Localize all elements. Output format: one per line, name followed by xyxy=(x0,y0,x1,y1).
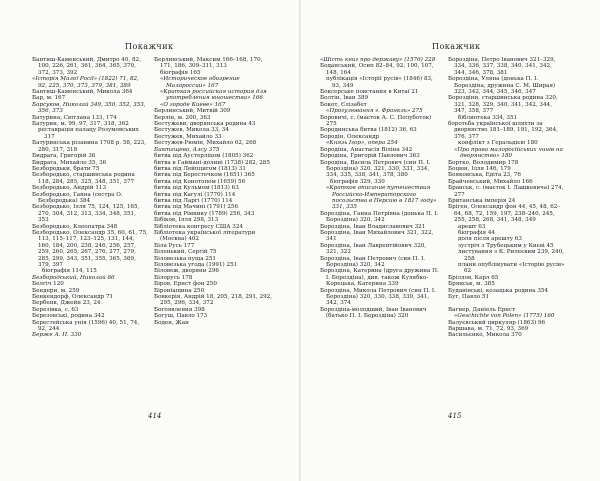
index-entry: Бороздіна, Катерина (друга дружина П. І. Бороздіна), див. також Кулябко-Корецька, Катерина 339 xyxy=(320,268,439,288)
index-entry: Бороздіна, Іван Петрович (син П. І. Бороздіна) 320, 342 xyxy=(320,255,426,268)
index-entry: арешт 63 xyxy=(458,223,486,230)
index-entry: Батуринська різанина 1708 р. 58, 223, 280, 317, 318 xyxy=(32,140,146,153)
index-entry: публікація «Історії русів» (1846) 83, 93, 349 xyxy=(326,76,433,89)
index-entry: Валуєвський циркуляр (1863) 96 xyxy=(448,319,546,326)
index-entry: Бокот, Єлізабет xyxy=(320,101,367,108)
index-entry: плани опублікувати «Історію русів» 62 xyxy=(458,262,565,275)
index-entry: битва під Кагулі (1770) 114 xyxy=(154,191,236,198)
index-column-2 xyxy=(448,57,566,339)
index-entry: Бібліотека конгресу США 324 xyxy=(154,223,243,230)
index-entry: Биктащева, Алсу 375 xyxy=(154,146,220,153)
index-entry: Берлинський, Максим 166–168, 170, 171, 186, 309–311, 313 xyxy=(154,57,263,70)
index-entry: Безбородько, Олександр 35, 60, 61, 75, 113, 115–117, 123–125, 131, 144, 160, 184, 200, 238, 246, 256, 257, 259, 260, 265, 267, 276, 277, 279, 285, 299, 343, 351, 355, 365, 369, 379, 397 xyxy=(32,229,148,268)
index-entry: Боден, Жан xyxy=(154,319,189,326)
index-entry: битва під Ларгі (1770) 114 xyxy=(154,197,233,204)
index-entry: Буданівські, козацька родина 354 xyxy=(448,287,549,294)
index-entry: Бар, м. 167 xyxy=(32,95,66,102)
index-entry: Берже А. П. 330 xyxy=(32,332,82,339)
page-header: Покажчик xyxy=(432,42,481,51)
index-entry: Варшава, м. 71, 72, 93, 369 xyxy=(448,326,529,333)
index-entry: битва під Рімнику (1789) 256, 343 xyxy=(154,210,255,217)
index-entry: битва під Берестечком (1651) 365 xyxy=(154,172,255,179)
index-entry: Берлинський, Митвій 309 xyxy=(154,108,231,115)
index-entry: Бенкендорф, Олександр 71 xyxy=(32,294,114,301)
index-entry: листування з К. Рилеєвим 239, 240, 258 xyxy=(458,249,564,262)
index-entry: Біловезька угода (1991) 251 xyxy=(154,262,238,268)
page-number: 415 xyxy=(448,412,462,420)
index-entry: Біленький, Сергій 75 xyxy=(154,249,217,256)
index-entry: Бранськ, с. (маєток І. Лашкевича) 274, 277 xyxy=(448,185,564,198)
index-entry: Бороздіна, Микола Петрович (син П. І. Бороздіна) 320, 330, 338, 339, 341, 342, 374 xyxy=(320,287,436,307)
index-entry: Вагнер, Даніель Ернст xyxy=(448,306,516,313)
index-entry: Біловезька пуща 251 xyxy=(154,255,216,262)
index-entry: Березовські, родина 342 xyxy=(32,313,105,320)
index-entry: Бидрага, Михайло 35, 36 xyxy=(32,159,107,166)
index-entry: Бантиш-Каменський, Микола 364 xyxy=(32,89,133,96)
index-entry: Безбородько, старшинська родина 118, 284, 285, 325, 348, 351, 377 xyxy=(32,172,135,185)
index-entry: Бендери, м. 259 xyxy=(32,287,80,294)
index-entry: «Краткая российская история для употребления юношества» 166 xyxy=(160,89,267,102)
index-entry: битва під Мачині (1791) 256 xyxy=(154,204,239,211)
index-entry: Бріллов, Карл 65 xyxy=(448,274,499,281)
index-entry: Брянськ, м. 385 xyxy=(448,281,495,288)
index-entry: Безбородько, Андрій 113 xyxy=(32,185,107,192)
index-entry: битва під Лейпцигом (1813) 31 xyxy=(154,165,246,172)
index-entry: Буг, Павло 51 xyxy=(448,294,490,301)
index-entry: Боцюн, Ілля 146, 179 xyxy=(448,165,511,172)
index-entry: біблиотека 334, 351 xyxy=(458,114,518,121)
index-column-1 xyxy=(320,57,440,320)
index-entry: Бороздіна, Іван Михайлович 321, 322, 341 xyxy=(320,229,434,243)
index-entry: Біла Русь 177 xyxy=(154,242,195,249)
index-entry: біографія 114, 115 xyxy=(42,268,97,275)
index-entry: битва в Гаймані-долині (1738) 282, 285 xyxy=(154,159,270,166)
index-entry: Бояковська, Едіта 23, 76 xyxy=(448,172,521,179)
index-entry: Боровичі, с. (маєток А. С. Полуботок) 275 xyxy=(320,114,432,128)
index-entry: Безбородько, Ілля 75, 124, 125, 165, 270, 304, 312, 313, 334, 348, 351, 353 xyxy=(32,204,140,224)
index-entry: Бороздіна, Петро Іванович 321–329, 334, 336, 337, 338, 340, 341, 342, 344, 346, 378, 381 xyxy=(448,57,556,76)
index-entry: боротьба української шляхти за дворянство 181–189, 191, 192, 364, 376, 377 xyxy=(448,121,558,140)
index-entry: Безбородський, Николай 66 xyxy=(32,274,115,281)
index-entry: «Князь Ігор», опера 254 xyxy=(326,140,398,147)
index-entry: битва під Конотопом (1659) 56 xyxy=(154,178,246,185)
index-entry: Батурина, Світлана 133, 174 xyxy=(32,114,117,121)
index-entry: «Шість книг про державу» (1576) 228 xyxy=(320,57,436,63)
index-entry: Богуш, Павло 173 xyxy=(154,313,208,320)
index-column-2 xyxy=(154,57,272,326)
index-entry: Бантиш-Каменський, Дмитро 40, 82, 100, 226, 261, 361, 364, 365, 370, 372, 373, 392 xyxy=(32,57,141,76)
index-entry: Білорусь 178 xyxy=(154,274,193,281)
index-entry: Бородін, Олександр xyxy=(320,133,380,140)
index-entry: Боданський, Осип 82–84, 92, 100, 107, 148, 164 xyxy=(320,63,434,76)
index-entry: Бороздіна, Ганна Петрівна (донька П. І. Бороздіна) 320, 342 xyxy=(320,210,439,224)
index-entry: Бовкерія, Андрій 18, 205, 218, 291, 292, 295, 296, 334, 372 xyxy=(154,294,273,307)
index-entry: зустріч з Трубецьким у Києві 45 xyxy=(458,242,554,249)
index-column-1 xyxy=(32,57,148,339)
index-entry: Британська імперія 24 xyxy=(448,197,516,204)
index-entry: Бороздіна-молодший, Іван Іванович (батько П. І. Бороздіна) 320 xyxy=(320,306,427,320)
page-header: Покажчик xyxy=(125,42,174,51)
index-entry: Бібіков, Ілля 298, 313 xyxy=(154,217,219,224)
index-entry: Брайчевський, Михайло 166 xyxy=(448,178,533,185)
index-entry: «Geschichte von Polen» (1775) 160 xyxy=(454,313,555,320)
index-entry: Бородинська битва (1812) 36, 63 xyxy=(320,127,417,134)
index-entry: реставрація палацу Розумовських 317 xyxy=(38,127,139,140)
index-entry: біографія 329, 330 xyxy=(330,178,385,185)
index-entry: Безбородько, Ганна (сестра О. Безбородька) 384 xyxy=(32,191,123,204)
index-entry: Белгіч 120 xyxy=(32,281,64,288)
index-entry: Бороздіни, старшинська родина 320, 321, 328, 329, 340, 341, 342, 344, 347, 358, 377 xyxy=(448,95,558,115)
index-entry: Бороздіна, Іван Лаврентійович 320, 321, 322 xyxy=(320,242,427,256)
index-entry: Бестужеви, дворянська родина 43 xyxy=(154,121,256,128)
index-entry: Бріген, Олександр фон 44, 45, 48, 62–64, 68, 72, 159, 197, 238–240, 245, 255, 258, 268, 341, 348, 349 xyxy=(448,204,561,224)
index-entry: Батурин, м. 99, 97, 317, 318, 362 xyxy=(32,121,129,128)
index-entry: Бербенк, Джейн 23, 24 xyxy=(32,300,101,307)
index-entry: Бестужев-Рюмін, Михайло 62, 268 xyxy=(154,140,257,147)
index-entry: Березівка, с. 63 xyxy=(32,306,79,313)
index-entry: Безбородьки, брати 75 xyxy=(32,165,100,172)
index-entry: Бородіна, Григорій Павлович 363 xyxy=(320,153,420,160)
index-entry: Біроніащина 250 xyxy=(154,287,205,294)
index-entry: біографія 165 xyxy=(160,69,201,76)
index-entry: Безбородько, Клеопатра 348 xyxy=(32,223,118,230)
index-entry: Бортко, Володимир 178 xyxy=(448,159,519,166)
index-entry: Біров, Ернст фон 250 xyxy=(154,281,217,288)
index-entry: Бородіна, Анастасія Віліна 342 xyxy=(320,146,413,153)
index-entry: «Историческое обозрение Малороссии» 167 xyxy=(160,76,240,89)
index-entry: Бороздіна, Іван Владиславович 321 xyxy=(320,223,426,230)
index-entry: «Історія Малої Росії» (1822) 71, 82, 92, 225, 370, 373, 379, 381, 389 xyxy=(32,76,139,89)
index-entry: битва під Кульмом (1813) 63 xyxy=(154,185,239,192)
index-entry: Богоявлення 398 xyxy=(154,306,205,313)
index-entry: «Про права малоросійських чинів на дворянство» 180 xyxy=(454,146,563,160)
index-entry: «О городе Киеве» 167 xyxy=(160,101,226,108)
index-entry: Болтін, Іван 389 xyxy=(320,95,369,102)
right-page xyxy=(300,0,600,481)
index-entry: Боксерське повстання в Китаї 21 xyxy=(320,89,419,96)
page-number: 414 xyxy=(148,412,162,420)
index-entry: битва під Аустерліцом (1805) 362 xyxy=(154,153,254,160)
index-entry: Берестейська унія (1596) 40, 51, 74, 92, 244 xyxy=(32,319,140,333)
index-entry: Бородіна, Василь Петрович (син П. І. Бороздіна) 320, 321, 330, 331, 334, 334, 335, 338, 341, 378, 380 xyxy=(320,159,431,179)
index-entry: «Прогулювання г. Франкль» 275 xyxy=(326,108,423,115)
index-entry: Барсуков, Николай 349, 350, 352, 353, 356, 373 xyxy=(32,101,146,115)
index-entry: Бестужев, Микола 33, 34 xyxy=(154,127,229,134)
index-entry: Берлін, м. 200, 363 xyxy=(154,114,211,121)
index-entry: «Краткое описание путешествия Российско-Императорского посольства в Персию в 1817 году» 331, 335 xyxy=(326,185,437,211)
index-entry: конфлікт з Геральдією 180 xyxy=(458,140,538,147)
index-entry: доля після арешту 63 xyxy=(458,236,522,243)
index-entry: Васильєнко, Микола 370 xyxy=(448,332,522,339)
index-entry: Біловеж, дворяни 296 xyxy=(154,268,219,275)
index-entry: Бібліотека української літератури (Москва) 402 xyxy=(154,229,256,243)
index-entry: Бестужев, Михайло 33 xyxy=(154,133,222,140)
index-entry: Бороздіна, Уляна (донька П. І. Бороздіна, дружина С. М. Ширая) 323, 342, 344, 345, 346, 347 xyxy=(448,76,556,96)
index-entry: біографія 44 xyxy=(458,229,495,236)
index-entry: Бидрага, Григорій 36 xyxy=(32,153,96,160)
